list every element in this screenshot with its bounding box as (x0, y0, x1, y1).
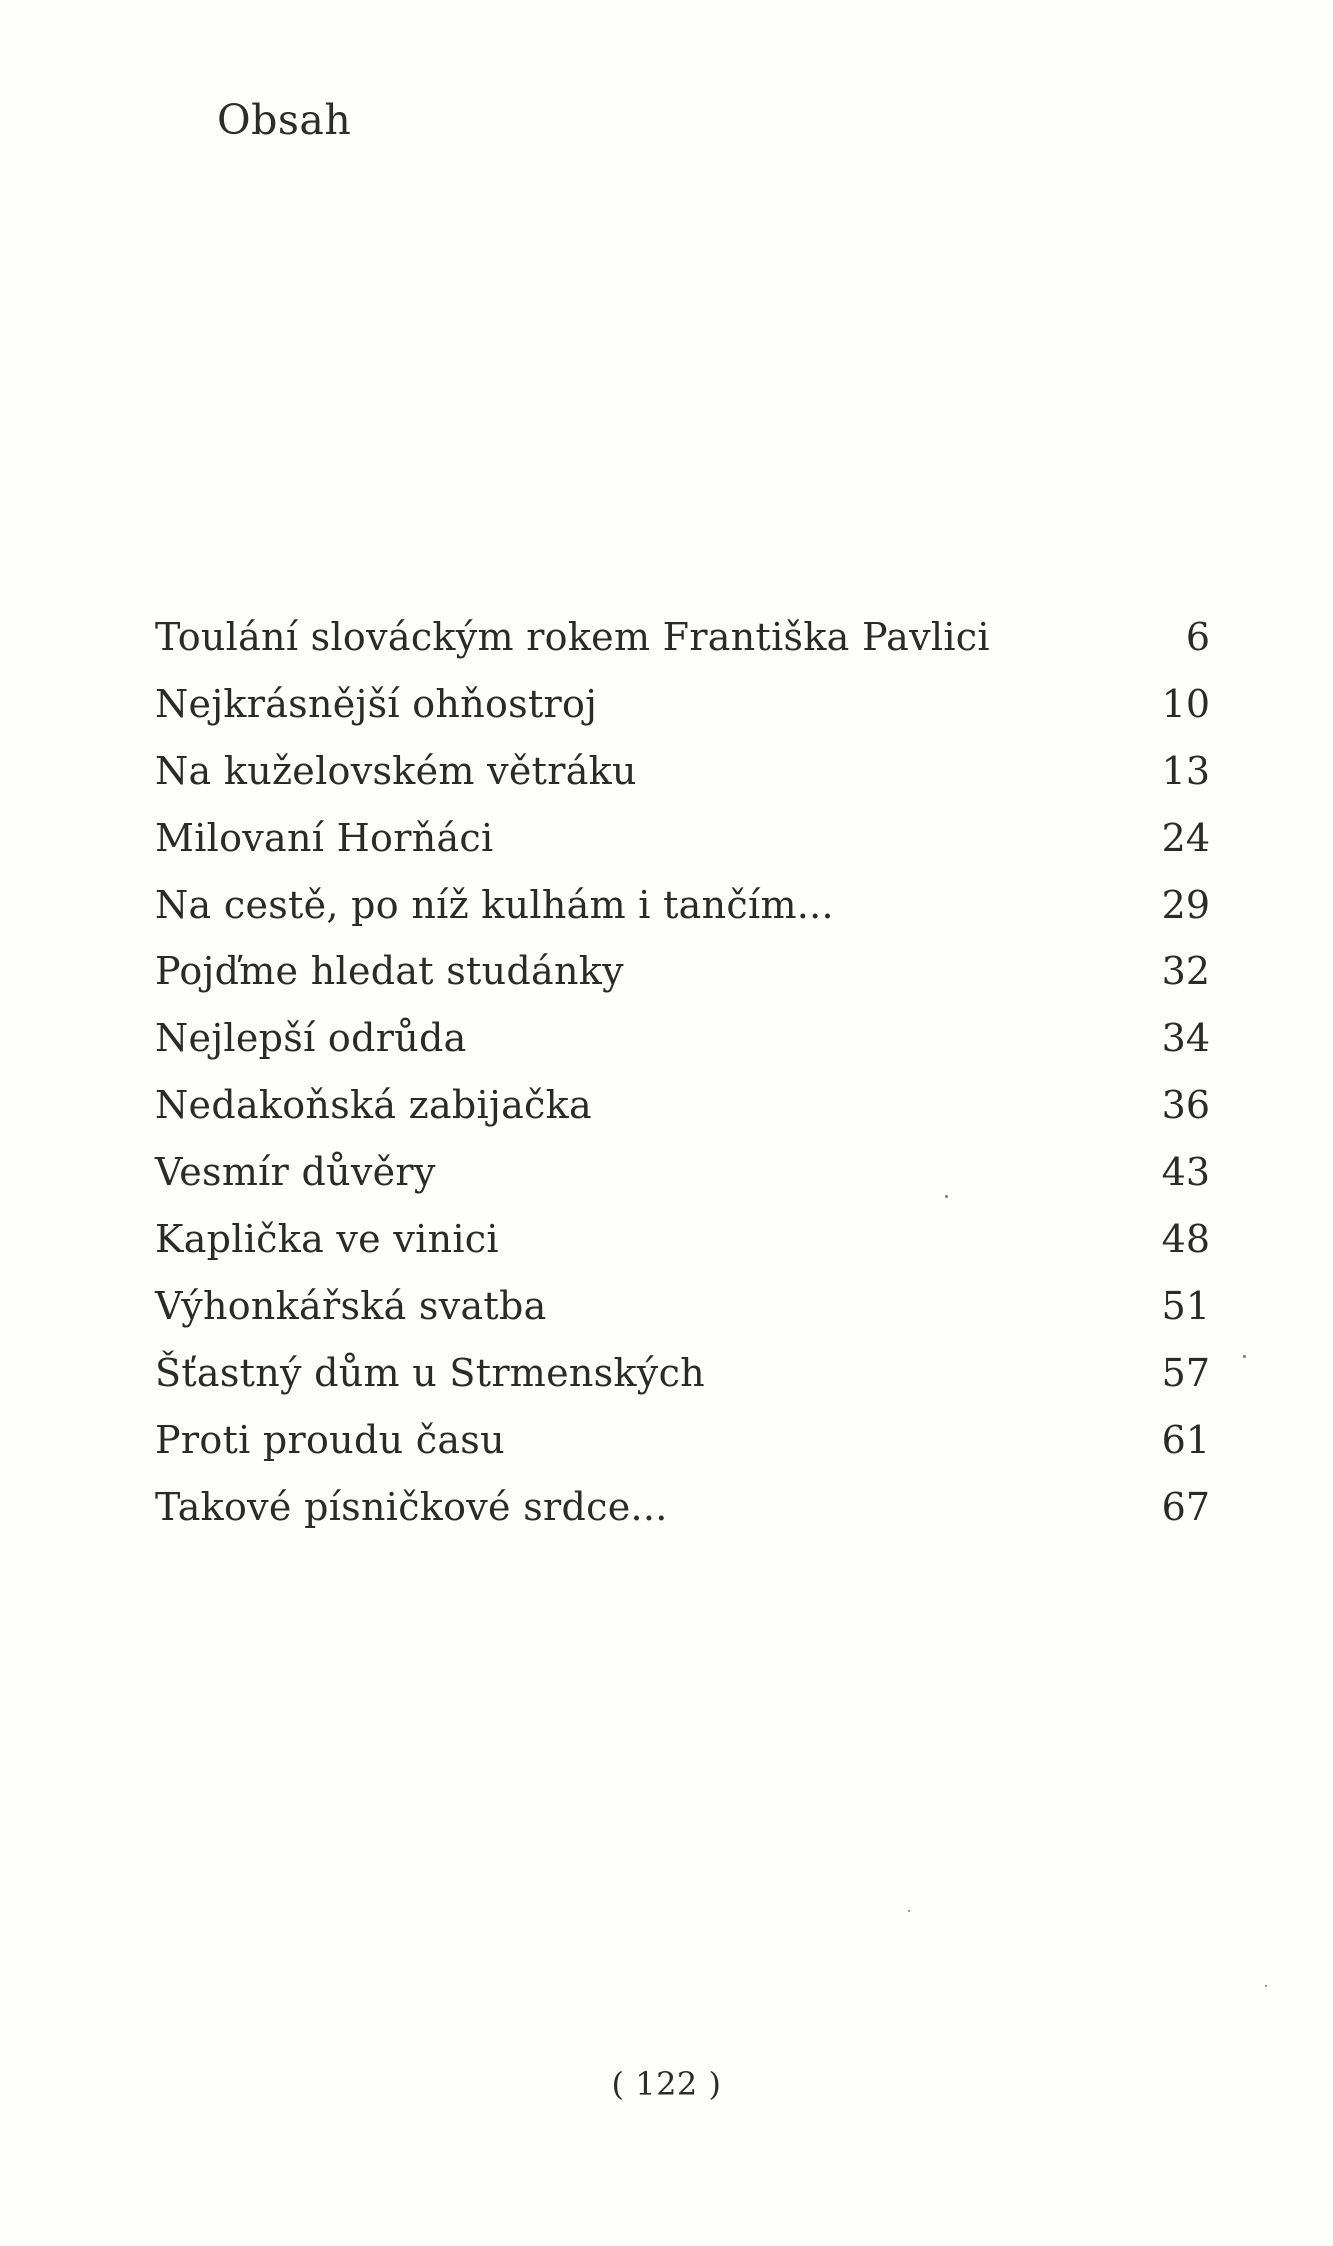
toc-entry-page: 67 (1161, 1484, 1210, 1529)
toc-entry-title: Šťastný dům u Strmenských (155, 1350, 705, 1395)
toc-entry (155, 671, 1210, 738)
toc-entry (155, 805, 1210, 872)
toc-entry-page: 10 (1161, 681, 1210, 726)
paper-speck (1243, 1355, 1246, 1358)
toc-entry (155, 1139, 1210, 1206)
toc-entry-title: Nejlepší odrůda (155, 1016, 467, 1061)
table-of-contents (155, 604, 1210, 1540)
toc-entry-page: 34 (1161, 1016, 1210, 1061)
toc-entry-page: 6 (1185, 615, 1210, 659)
toc-entry (155, 1206, 1210, 1273)
toc-entry-page: 51 (1161, 1283, 1210, 1328)
toc-entry-title: Nedakoňská zabijačka (155, 1083, 592, 1128)
toc-entry (155, 1005, 1210, 1072)
toc-entry-title: Proti proudu času (155, 1417, 505, 1462)
toc-entry-title: Milovaní Horňáci (155, 815, 494, 860)
toc-entry (155, 738, 1210, 805)
paper-speck (945, 1195, 948, 1198)
toc-entry (155, 1273, 1210, 1340)
toc-entry-title: Nejkrásnější ohňostroj (155, 681, 598, 726)
toc-entry-page: 32 (1161, 949, 1210, 994)
toc-entry-title: Takové písničkové srdce... (155, 1484, 668, 1529)
page-number: ( 122 ) (611, 2065, 722, 2103)
toc-entry-title: Na cestě, po níž kulhám i tančím... (155, 882, 834, 927)
paper-speck (1265, 1985, 1267, 1987)
toc-entry-page: 29 (1161, 882, 1210, 927)
toc-entry-title: Pojďme hledat studánky (155, 949, 624, 994)
paper-speck (908, 1910, 910, 1912)
toc-entry-page: 36 (1161, 1083, 1210, 1128)
toc-entry (155, 938, 1210, 1005)
toc-entry-title: Vesmír důvěry (155, 1150, 436, 1195)
toc-entry-title: Kaplička ve vinici (155, 1217, 499, 1262)
page-title: Obsah (217, 96, 352, 144)
toc-entry-page: 48 (1161, 1217, 1210, 1262)
toc-entry-title: Na kuželovském větráku (155, 748, 637, 793)
toc-entry (155, 1407, 1210, 1474)
toc-entry (155, 1340, 1210, 1407)
toc-entry (155, 1072, 1210, 1139)
toc-entry-page: 43 (1161, 1150, 1210, 1195)
toc-entry-page: 61 (1161, 1417, 1210, 1462)
toc-entry (155, 872, 1210, 939)
toc-entry (155, 1474, 1210, 1541)
toc-entry-page: 13 (1161, 748, 1210, 793)
toc-entry-page: 57 (1161, 1350, 1210, 1395)
toc-entry-title: Toulání slováckým rokem Františka Pavlici (155, 615, 990, 659)
toc-entry-title: Výhonkářská svatba (155, 1283, 547, 1328)
toc-entry (155, 604, 1210, 671)
toc-entry-page: 24 (1161, 815, 1210, 860)
